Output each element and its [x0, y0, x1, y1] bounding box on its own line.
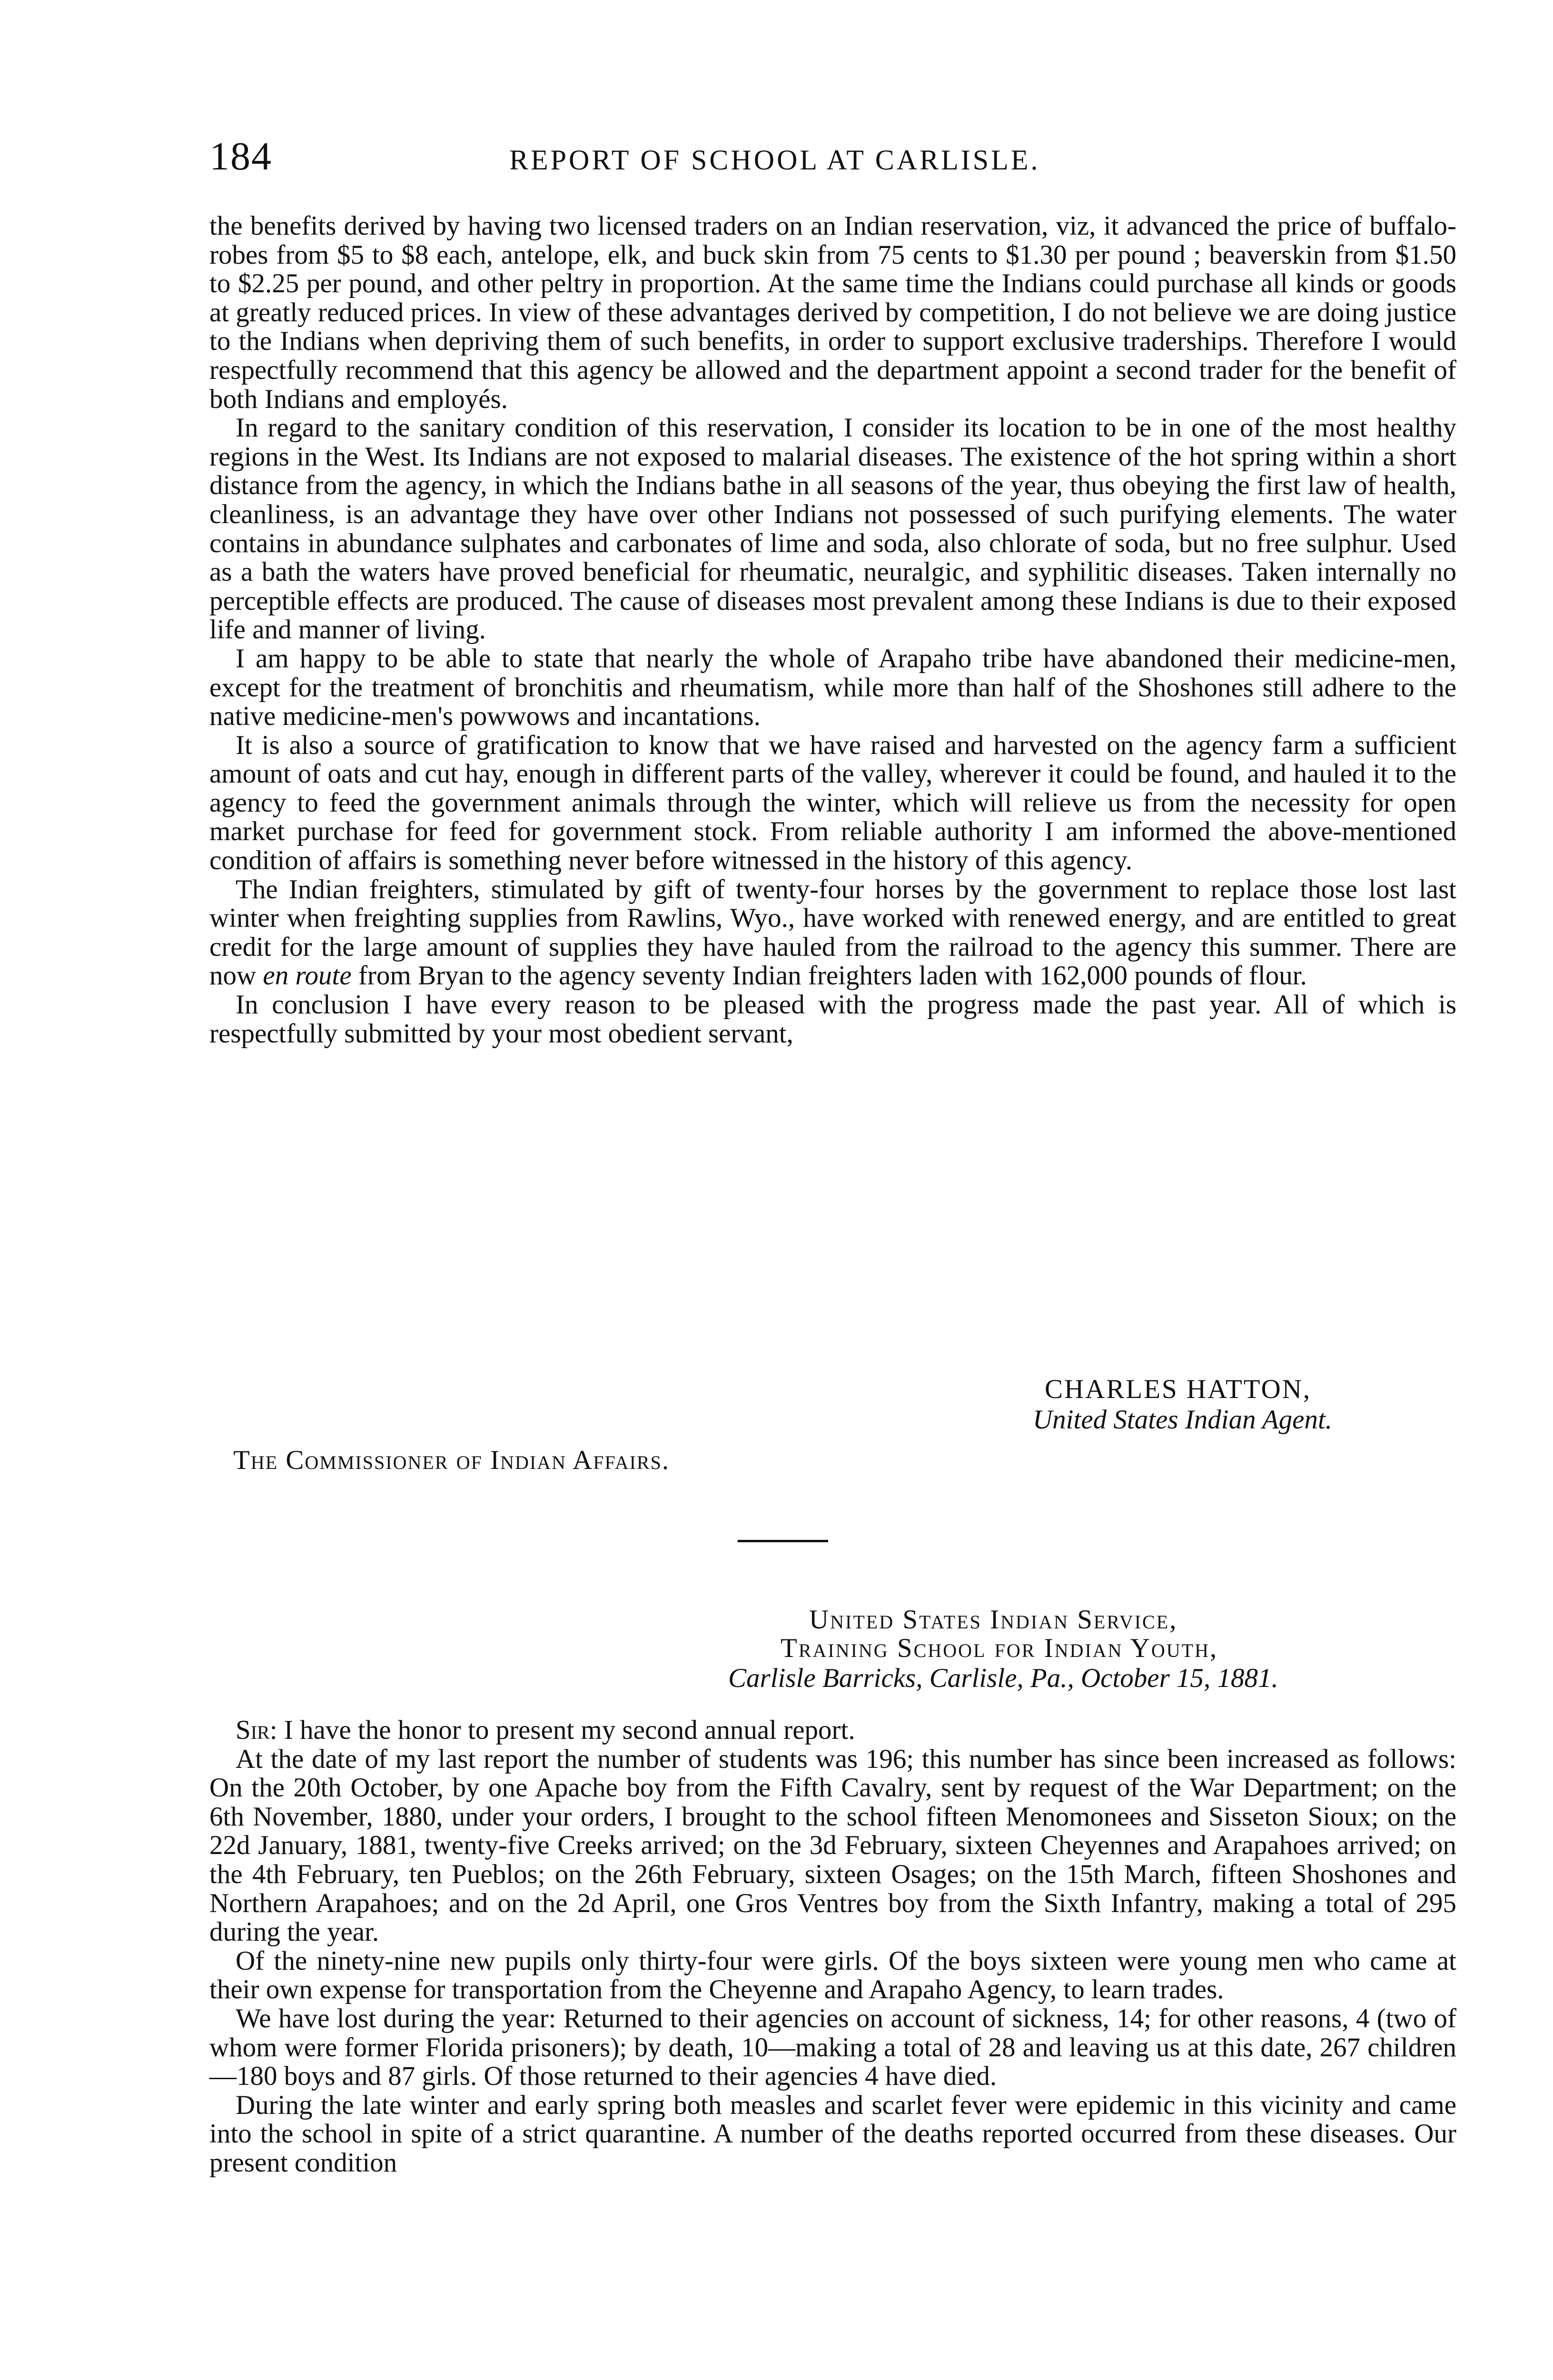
- section-divider: [738, 1540, 828, 1542]
- page-number: 184: [209, 134, 272, 178]
- school-report-body: [209, 1716, 1456, 2178]
- salutation: Sir:: [236, 1715, 277, 1745]
- paragraph-new-pupils: Of the ninety-nine new pupils only thirty-four were girls. Of the boys sixteen were young men who came at their own expense for transportation from the Cheyenne and Arapaho Agency, to learn trades.: [209, 1945, 1456, 2005]
- paragraph-conclusion: In conclusion I have every reason to be pleased with the progress made the past year. All of which is respectfully submitted by your most obedient servant,: [209, 990, 1456, 1049]
- letterhead-service: United States Indian Service,: [809, 1605, 1178, 1635]
- letterhead-place-date: Carlisle Barricks, Carlisle, Pa., October 15, 1881.: [728, 1663, 1278, 1693]
- freighters-text: The Indian freighters, stimulated by gift of twenty-four horses by the government to replace those lost last winter when freighting supplies from Rawlins, Wyo., have worked with renewed energy, and are entitled to great credit for the large amount of supplies they have hauled from the railroad to the agency this summer. There are now: [209, 874, 1456, 991]
- en-route-phrase: en route: [263, 961, 352, 991]
- page-header: [209, 133, 1471, 186]
- agent-report-body: [209, 212, 1456, 1048]
- paragraph-freighters: [209, 875, 1456, 991]
- salutation-text: I have the honor to present my second annual report.: [284, 1715, 855, 1745]
- freighters-text-end: from Bryan to the agency seventy Indian freighters laden with 162,000 pounds of flour.: [358, 961, 1307, 991]
- signature-name: CHARLES HATTON,: [1045, 1374, 1312, 1404]
- paragraph-sanitary: In regard to the sanitary condition of this reservation, I consider its location to be in one of the most healthy regions in the West. Its Indians are not exposed to malarial diseases. The existence of the hot spring within a short distance from the agency, in which the Indians bathe in all seasons of the year, thus obeying the first law of health, cleanliness, is an advantage they have over other Indians not possessed of such purifying elements. The water contains in abundance sulphates and carbonates of lime and soda, also chlorate of soda, but no free sulphur. Used as a bath the waters have proved beneficial for rheumatic, neuralgic, and syphilitic diseases. Taken internally no perceptible effects are produced. The cause of diseases most prevalent among these Indians is due to their exposed life and manner of living.: [209, 413, 1456, 645]
- paragraph-students: At the date of my last report the number of students was 196; this number has since been increased as follows: On the 20th October, by one Apache boy from the Fifth Cavalry, sent by request of the War Department; on the 6th November, 1880, under your orders, I brought to the school fifteen Menomonees and Sisseton Sioux; on the 22d January, 1881, twenty-five Creeks arrived; on the 3d February, sixteen Cheyennes and Arapahoes arrived; on the 4th February, ten Pueblos; on the 26th February, sixteen Osages; on the 15th March, fifteen Shoshones and Northern Arapahoes; and on the 2d April, one Gros Ventres boy from the Sixth Infantry, making a total of 295 during the year.: [209, 1744, 1456, 1947]
- paragraph-agency-farm: It is also a source of gratification to know that we have raised and harvested on the agency farm a sufficient amount of oats and cut hay, enough in different parts of the valley, wherever it could be found, and hauled it to the agency to feed the government animals through the winter, which will relieve us from the necessity for open market purchase for feed for government stock. From reliable authority I am informed the above-mentioned condition of affairs is something never before witnessed in the history of this agency.: [209, 730, 1456, 876]
- addressee: The Commissioner of Indian Affairs.: [233, 1445, 670, 1475]
- paragraph-traders: the benefits derived by having two licensed traders on an Indian reservation, viz, it advanced the price of buffalo-robes from $5 to $8 each, antelope, elk, and buck skin from 75 cents to $1.30 per pound ; beaverskin from $1.50 to $2.25 per pound, and other peltry in proportion. At the same time the Indians could purchase all kinds or goods at greatly reduced prices. In view of these advantages derived by competition, I do not believe we are doing justice to the Indians when depriving them of such benefits, in order to support exclusive traderships. Therefore I would respectfully recommend that this agency be allowed and the department appoint a second trader for the benefit of both Indians and employés.: [209, 211, 1456, 414]
- paragraph-medicine-men: I am happy to be able to state that nearly the whole of Arapaho tribe have abandoned their medicine-men, except for the treatment of bronchitis and rheumatism, while more than half of the Shoshones still adhere to the native medicine-men's powwows and incantations.: [209, 643, 1456, 732]
- paragraph-salutation: [209, 1716, 1456, 1745]
- signature-title: United States Indian Agent.: [1033, 1405, 1333, 1435]
- paragraph-losses: We have lost during the year: Returned to their agencies on account of sickness, 14; for other reasons, 4 (two of whom were former Florida prisoners); by death, 10—making a total of 28 and leaving us at this date, 267 children—180 boys and 87 girls. Of those returned to their agencies 4 have died.: [209, 2003, 1456, 2092]
- paragraph-diseases: During the late winter and early spring both measles and scarlet fever were epidemic in this vicinity and came into the school in spite of a strict quarantine. A number of the deaths reported occurred from these diseases. Our present condition: [209, 2090, 1456, 2178]
- letterhead-school: Training School for Indian Youth,: [781, 1633, 1218, 1663]
- running-head: REPORT OF SCHOOL AT CARLISLE.: [509, 144, 1040, 176]
